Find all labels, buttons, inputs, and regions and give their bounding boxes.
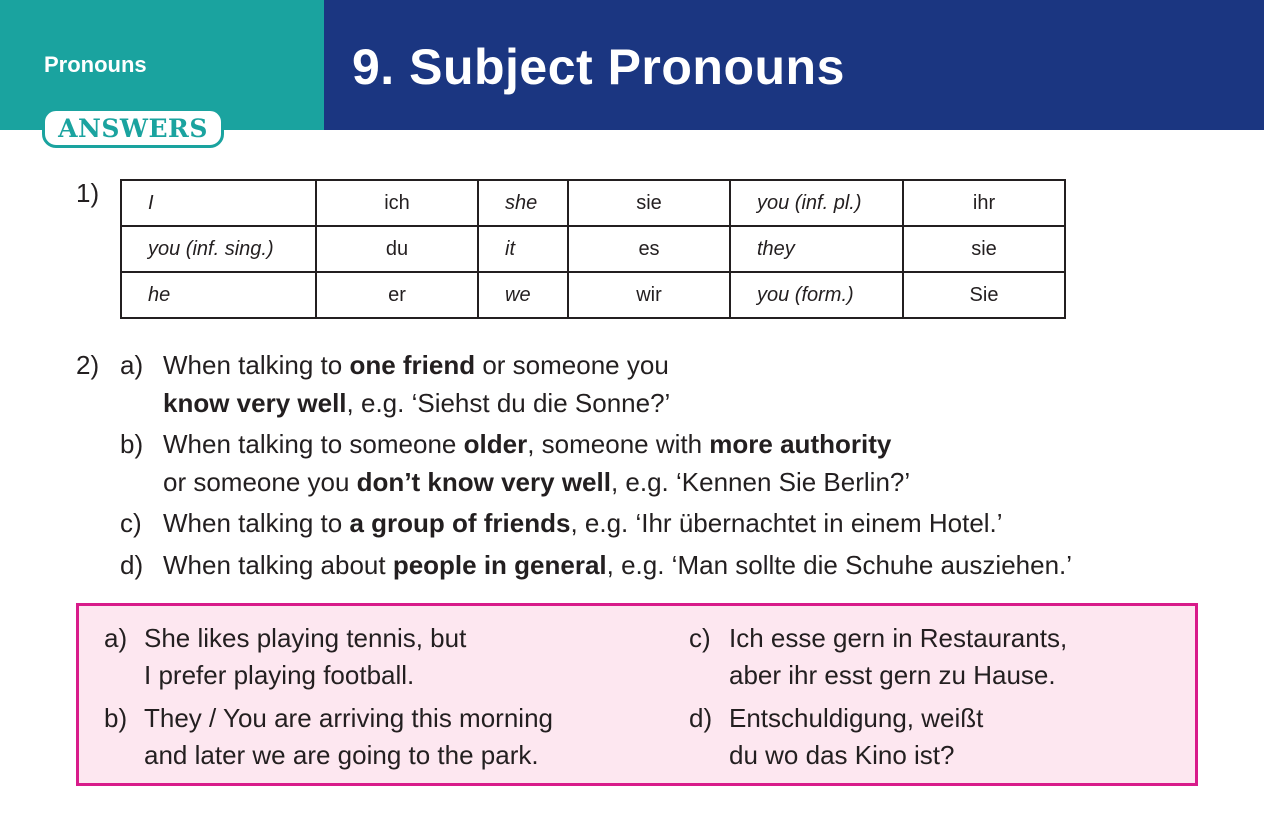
question-1-number: 1) xyxy=(76,178,100,208)
box-d-letter: d) xyxy=(689,703,713,733)
answer-2d-letter: d) xyxy=(120,550,144,580)
box-b-line1: They / You are arriving this morning xyxy=(144,703,553,733)
answer-2d-line1: When talking about people in general, e.g. ‘Man sollte die Schuhe ausziehen.’ xyxy=(163,550,1073,580)
table-cell: ihr xyxy=(903,180,1065,226)
box-d-line1: Entschuldigung, weißt xyxy=(729,703,984,733)
table-cell: she xyxy=(478,180,568,226)
box-a-line2: I prefer playing football. xyxy=(144,660,415,690)
table-cell: sie xyxy=(568,180,730,226)
table-cell: I xyxy=(121,180,316,226)
table-cell: es xyxy=(568,226,730,272)
table-cell: you (inf. pl.) xyxy=(730,180,903,226)
answer-2b-line1: When talking to someone older, someone with more authority xyxy=(163,429,892,459)
table-row xyxy=(121,226,1065,272)
table-cell: ich xyxy=(316,180,478,226)
answers-badge: ANSWERS xyxy=(42,108,224,148)
table-cell: they xyxy=(730,226,903,272)
box-b-line2: and later we are going to the park. xyxy=(144,740,539,770)
question-2-number: 2) xyxy=(76,350,100,380)
box-c-line2: aber ihr esst gern zu Hause. xyxy=(729,660,1056,690)
box-a-line1: She likes playing tennis, but xyxy=(144,623,467,653)
table-cell: sie xyxy=(903,226,1065,272)
box-d-line2: du wo das Kino ist? xyxy=(729,740,955,770)
answer-2a-line1: When talking to one friend or someone you xyxy=(163,350,669,380)
box-a-letter: a) xyxy=(104,623,128,653)
pronoun-table xyxy=(120,179,1066,319)
answer-2a-line2: know very well, e.g. ‘Siehst du die Sonne?’ xyxy=(163,388,671,418)
table-cell: we xyxy=(478,272,568,318)
box-c-line1: Ich esse gern in Restaurants, xyxy=(729,623,1068,653)
answer-2b-letter: b) xyxy=(120,429,144,459)
table-cell: wir xyxy=(568,272,730,318)
table-row xyxy=(121,272,1065,318)
section-label: Pronouns xyxy=(44,52,147,77)
answer-2b-line2: or someone you don’t know very well, e.g. ‘Kennen Sie Berlin?’ xyxy=(163,467,911,497)
answer-2a-letter: a) xyxy=(120,350,144,380)
answer-2c-letter: c) xyxy=(120,508,142,538)
answer-2c-line1: When talking to a group of friends, e.g. ‘Ihr übernachtet in einem Hotel.’ xyxy=(163,508,1003,538)
page-title: 9. Subject Pronouns xyxy=(352,39,845,95)
table-cell: it xyxy=(478,226,568,272)
table-cell: du xyxy=(316,226,478,272)
table-cell: you (inf. sing.) xyxy=(121,226,316,272)
box-c-letter: c) xyxy=(689,623,711,653)
table-cell: Sie xyxy=(903,272,1065,318)
table-cell: you (form.) xyxy=(730,272,903,318)
box-b-letter: b) xyxy=(104,703,128,733)
table-cell: he xyxy=(121,272,316,318)
table-cell: er xyxy=(316,272,478,318)
table-row xyxy=(121,180,1065,226)
